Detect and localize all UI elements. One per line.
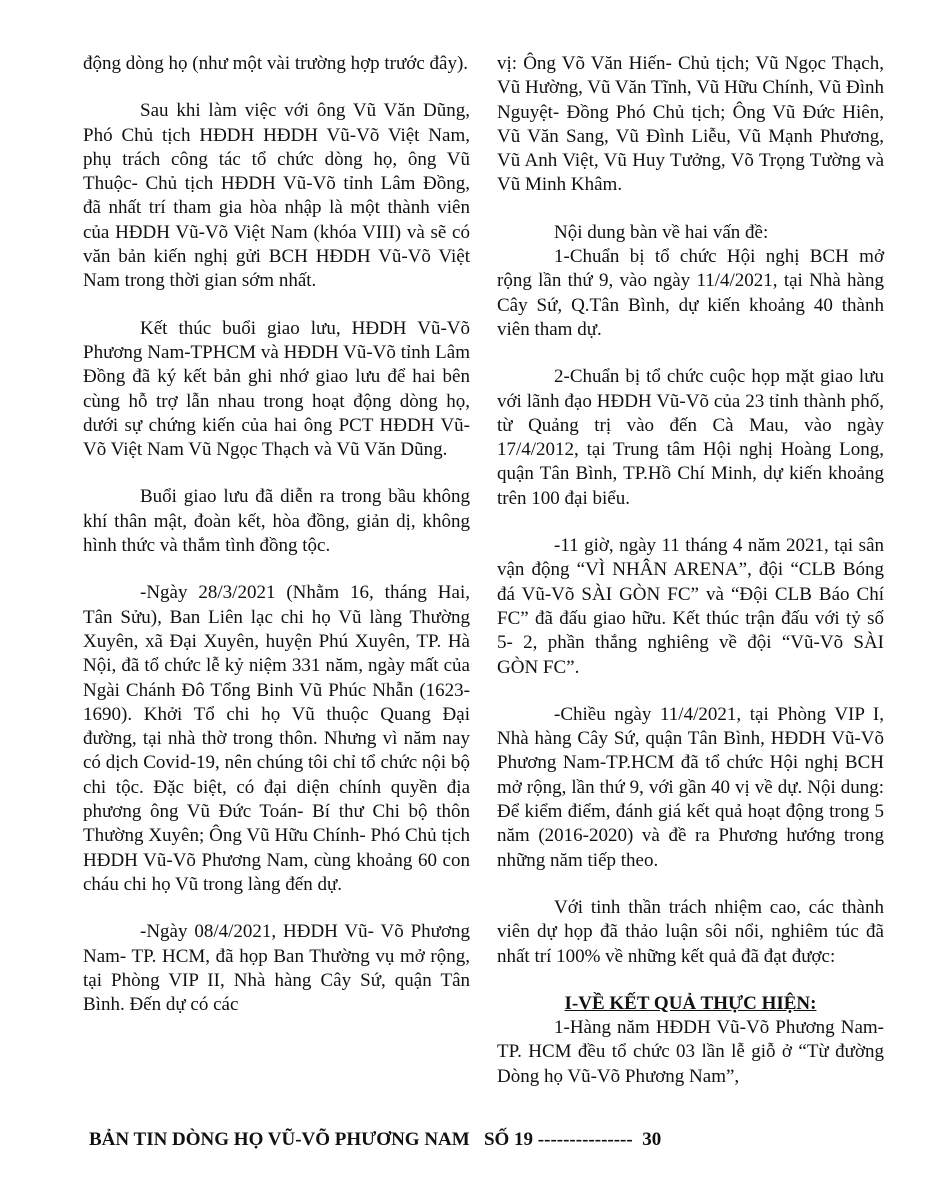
paragraph-standing-committee-meeting: -Ngày 08/4/2021, HĐDH Vũ- Võ Phương Nam- TP. HCM, đã họp Ban Thường vụ mở rộng, tại Phòng VIP II, Nhà hàng Cây Sứ, quận Tân Bình. Đến dự có các bbox=[83, 921, 470, 1016]
paragraph-lam-dong-integration: Sau khi làm việc với ông Vũ Văn Dũng, Phó Chủ tịch HĐDH HĐDH Vũ-Võ Việt Nam, phụ trách công tác tổ chức dòng họ, ông Vũ Thuộc- Chủ tịch HĐDH Vũ-Võ tỉnh Lâm Đồng, đã nhất trí tham gia hòa nhập là một thành viên của HĐDH Vũ-Võ Việt Nam (khóa VIII) và sẽ có văn bản kiến nghị gửi BCH HĐDH Vũ-Võ Việt Nam trong thời gian sớm nhất. bbox=[83, 100, 470, 292]
right-column bbox=[497, 52, 884, 1089]
paragraph-football-match: -11 giờ, ngày 11 tháng 4 năm 2021, tại sân vận động “VÌ NHÂN ARENA”, đội “CLB Bóng đá Vũ-Võ SÀI GÒN FC” và “Đội CLB Báo Chí FC” đã đấu giao hữu. Kết thúc trận đấu với tỷ số 5- 2, phần thắng nghiêng về đội “Vũ-Võ SÀI GÒN FC”. bbox=[497, 535, 884, 678]
left-column bbox=[83, 52, 470, 1017]
page-footer: BẢN TIN DÒNG HỌ VŨ-VÕ PHƯƠNG NAM SỐ 19 --------------- 30 bbox=[89, 1129, 662, 1150]
paragraph-agenda-intro: Nội dung bàn về hai vấn đề: bbox=[554, 221, 769, 243]
section-heading-results: I-VỀ KẾT QUẢ THỰC HIỆN: bbox=[564, 992, 817, 1014]
paragraph-consensus: Với tinh thần trách nhiệm cao, các thành viên dự họp đã thảo luận sôi nổi, nghiêm túc đã nhất trí 100% về những kết quả đã đạt được: bbox=[497, 896, 884, 967]
paragraph-agenda-item-2: 2-Chuẩn bị tổ chức cuộc họp mặt giao lưu với lãnh đạo HĐDH Vũ-Võ của 23 tỉnh thành phố, từ Quảng trị vào đến Cà Mau, vào ngày 17/4/2012, tại Trung tâm Hội nghị Hoàng Long, quận Tân Bình, TP.Hồ Chí Minh, dự kiến khoảng trên 100 đại biểu. bbox=[497, 366, 884, 509]
paragraph-continuation: động dòng họ (như một vài trường hợp trước đây). bbox=[83, 53, 469, 74]
paragraph-agenda-item-1: 1-Chuẩn bị tổ chức Hội nghị BCH mở rộng lần thứ 9, vào ngày 11/4/2021, tại Nhà hàng Cây Sứ, Q.Tân Bình, dự kiến khoảng 40 thành viên tham dự. bbox=[497, 246, 884, 340]
paragraph-attendees: vị: Ông Võ Văn Hiến- Chủ tịch; Vũ Ngọc Thạch, Vũ Hường, Vũ Văn Tĩnh, Vũ Hữu Chính, Vũ Đình Nguyệt- Đồng Phó Chủ tịch; Ông Vũ Đức Hiên, Vũ Văn Sang, Vũ Đình Liễu, Vũ Mạnh Phương, Vũ Anh Việt, Vũ Huy Tưởng, Võ Trọng Tường và Vũ Minh Khâm. bbox=[497, 53, 884, 196]
paragraph-result-item-1: 1-Hàng năm HĐDH Vũ-Võ Phương Nam- TP. HCM đều tổ chức 03 lần lễ giỗ ở “Từ đường Dòng họ Vũ-Võ Phương Nam”, bbox=[497, 1017, 884, 1087]
paragraph-executive-conference: -Chiều ngày 11/4/2021, tại Phòng VIP I, Nhà hàng Cây Sứ, quận Tân Bình, HĐDH Vũ-Võ Phương Nam-TP.HCM đã tổ chức Hội nghị BCH mở rộng, lần thứ 9, với gần 40 vị về dự. Nội dung: Để kiểm điểm, đánh giá kết quả hoạt động trong 5 năm (2016-2020) và đề ra Phương hướng trong những năm tiếp theo. bbox=[497, 703, 884, 871]
paragraph-atmosphere: Buổi giao lưu đã diễn ra trong bầu không khí thân mật, đoàn kết, hòa đồng, giản dị, không hình thức và thắm tình đồng tộc. bbox=[83, 486, 470, 557]
paragraph-anniversary-event: -Ngày 28/3/2021 (Nhằm 16, tháng Hai, Tân Sửu), Ban Liên lạc chi họ Vũ làng Thường Xuyên, xã Đại Xuyên, huyện Phú Xuyên, TP. Hà Nội, đã tổ chức lễ kỷ niệm 331 năm, ngày mất của Ngài Chánh Đô Tổng Binh Vũ Phúc Nhẫn (1623- 1690). Khởi Tổ chi họ Vũ thuộc Quang Đại đường, tại nhà thờ trong thôn. Nhưng vì năm nay có dịch Covid-19, nên chúng tôi chỉ tổ chức nội bộ chi tộc. Đặc biệt, có đại diện chính quyền địa phương ông Vũ Đức Toán- Bí thư Chi bộ thôn Thường Xuyên; Ông Vũ Hữu Chính- Phó Chủ tịch HĐDH Vũ-Võ Phương Nam, cùng khoảng 60 con cháu chi họ Vũ trong làng đến dự. bbox=[83, 582, 470, 895]
paragraph-memorandum-signing: Kết thúc buổi giao lưu, HĐDH Vũ-Võ Phương Nam-TPHCM và HĐDH Vũ-Võ tỉnh Lâm Đồng đã ký kết bản ghi nhớ giao lưu để hai bên cùng hỗ trợ lẫn nhau trong hoạt động dòng họ, dưới sự chứng kiến của hai ông PCT HĐDH Vũ-Võ Việt Nam Vũ Ngọc Thạch và Vũ Văn Dũng. bbox=[83, 317, 470, 461]
